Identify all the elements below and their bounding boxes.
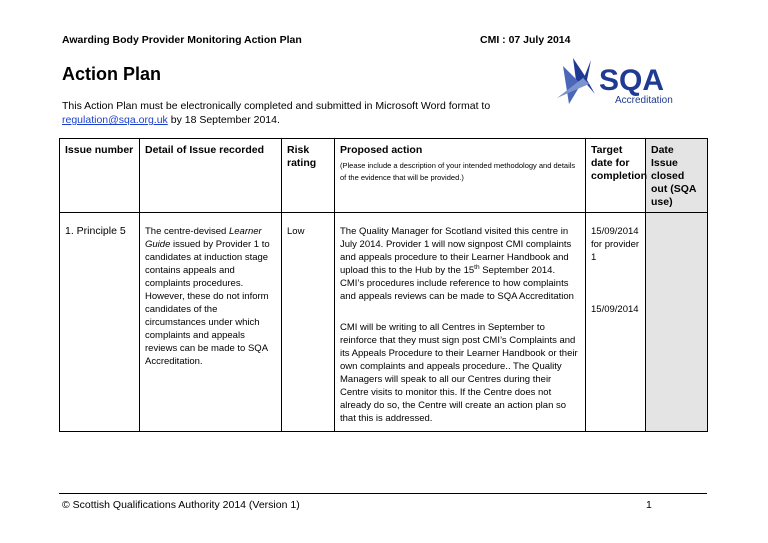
footer-divider (59, 493, 707, 494)
svg-text:SQA: SQA (599, 64, 665, 97)
detail-text-italic: Learner Guide (145, 226, 262, 250)
email-link[interactable]: regulation@sqa.org.uk (62, 114, 168, 126)
action-plan-table (59, 138, 708, 432)
cell-proposed-action (335, 213, 586, 432)
table-row (60, 213, 708, 432)
detail-text-post: issued by Provider 1 to candidates at induction stage contains appeals and complaints procedures. However, these do not inform candidates of the circumstances under which complaints and appeals reviews can be made to SQA Accreditation. (145, 239, 270, 367)
detail-text-pre: The centre-devised (145, 226, 229, 237)
header-risk-rating: Risk rating (282, 139, 335, 213)
header-issue-number: Issue number (60, 139, 140, 213)
document-header-date: CMI : 07 July 2014 (480, 34, 571, 46)
action-paragraph-2: CMI will be writing to all Centres in September to reinforce that they must sign post CMI’s Complaints and its Appeals Procedure to their Learner Handbook or their own complaints and appeals procedure.. The Quality Managers will speak to all our Centres during their Centre visits to monitor this. If the Centre does not already do so, the Centre will create an action plan so that this is addressed. (340, 322, 578, 424)
table-header-row (60, 139, 708, 213)
sqa-logo-graphic (555, 54, 695, 108)
header-proposed-action-note: (Please include a description of your intended methodology and details of the evidence that will be provided.) (340, 161, 576, 182)
cell-target-date (586, 213, 646, 432)
cell-date-closed[interactable] (646, 213, 708, 432)
intro-paragraph (62, 99, 532, 127)
target-date-1: 15/09/2014 for provider 1 (591, 226, 640, 263)
header-proposed-action (335, 139, 586, 213)
header-detail: Detail of Issue recorded (140, 139, 282, 213)
action-paragraph-1 (340, 225, 580, 303)
document-header-title: Awarding Body Provider Monitoring Action Plan (62, 34, 302, 46)
header-date-closed: Date Issue closed out (SQA use) (646, 139, 708, 213)
svg-text:Accreditation: Accreditation (615, 95, 673, 106)
intro-deadline: by 18 September 2014. (167, 114, 280, 126)
header-target-date: Target date for completion (586, 139, 646, 213)
page-number: 1 (646, 499, 652, 511)
cell-risk-rating: Low (282, 213, 335, 432)
action-1-sup: th (474, 263, 480, 271)
action-1-pre: The Quality Manager for Scotland visited this centre in July 2014. Provider 1 will now signpost CMI complaints and appeals procedure to their Learner Handbook and upload this to the Hub by the 15 (340, 226, 572, 276)
cell-detail (140, 213, 282, 432)
action-1-post: September 2014. CMI’s procedures include reference to how complaints and appeals reviews can be made to SQA Accreditation (340, 265, 574, 302)
sqa-accreditation-logo (555, 54, 695, 108)
intro-text: This Action Plan must be electronically completed and submitted in Microsoft Word format to (62, 100, 491, 112)
page-title: Action Plan (62, 64, 162, 84)
target-date-2: 15/09/2014 (591, 304, 639, 315)
cell-issue-number: 1. Principle 5 (60, 213, 140, 432)
header-proposed-action-label: Proposed action (340, 144, 423, 156)
footer-copyright: © Scottish Qualifications Authority 2014 (Version 1) (62, 499, 300, 511)
